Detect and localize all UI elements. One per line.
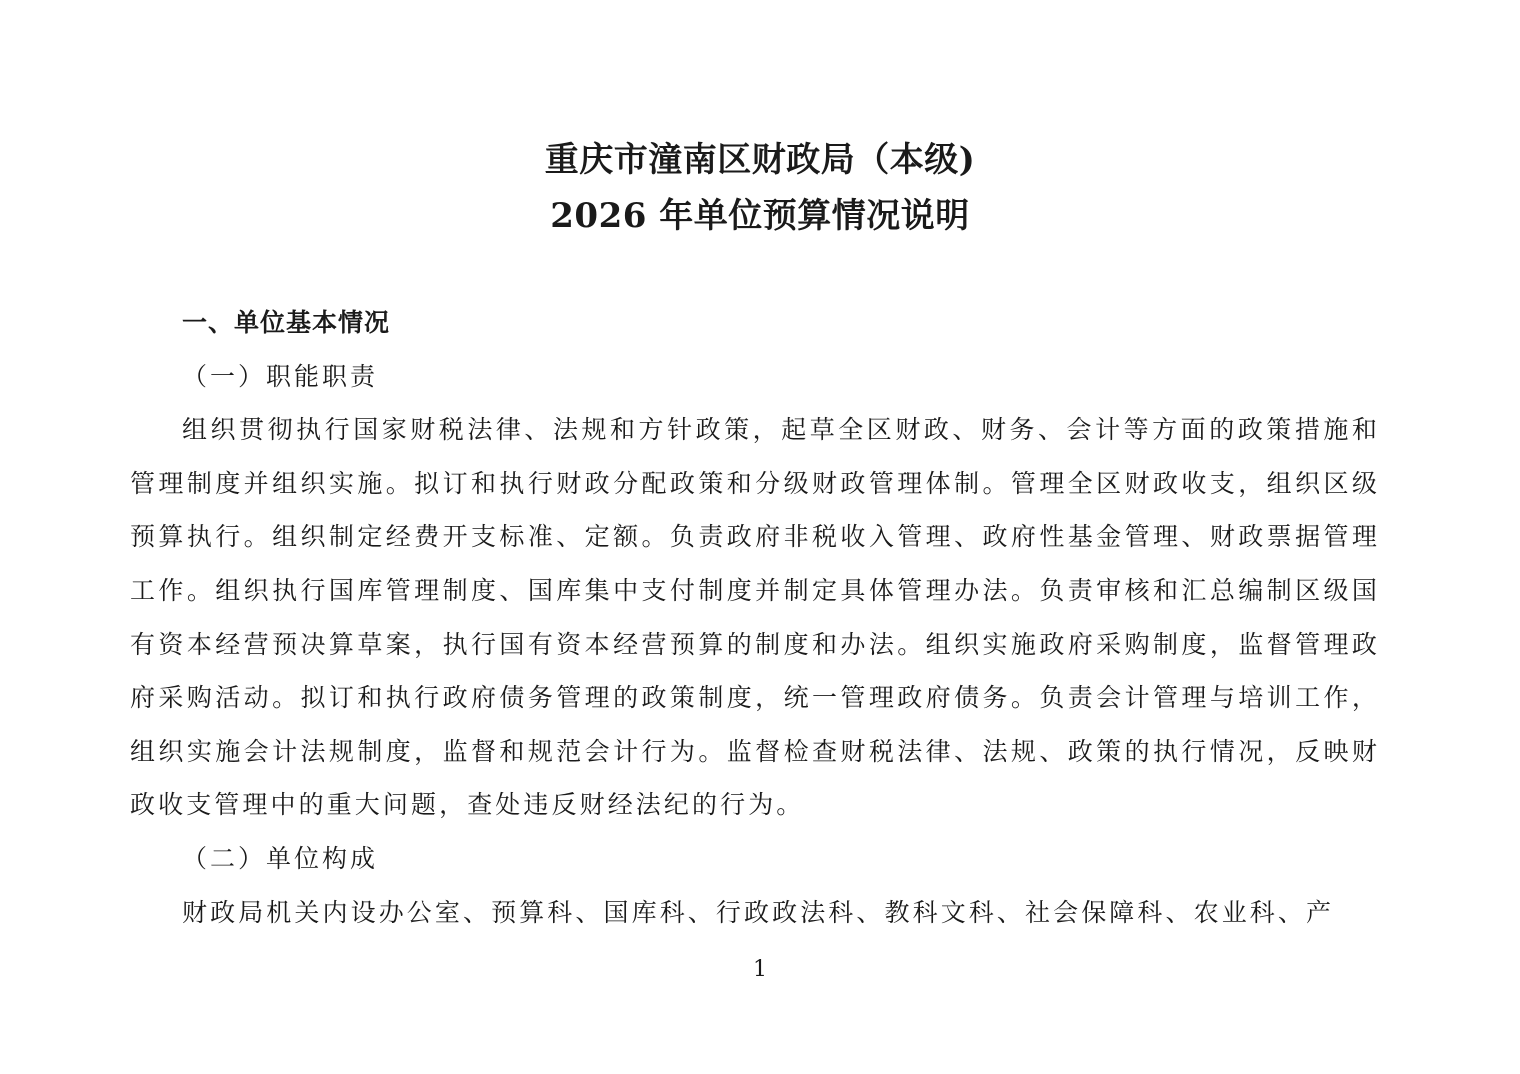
composition-paragraph: 财政局机关内设办公室、预算科、国库科、行政政法科、教科文科、社会保障科、农业科、产 [182, 897, 1335, 927]
subsection-heading-composition: （二）单位构成 [182, 843, 379, 873]
document-title [0, 132, 1520, 244]
document-body [130, 296, 1380, 939]
section-heading-basic-info: 一、单位基本情况 [182, 308, 391, 337]
subsection-heading-functions: （一）职能职责 [182, 361, 379, 391]
page-number: 1 [753, 957, 767, 982]
title-line-2: 2026 年单位预算情况说明 [550, 196, 970, 236]
title-line-1: 重庆市潼南区财政局（本级) [544, 140, 976, 180]
functions-paragraph: 组织贯彻执行国家财税法律、法规和方针政策，起草全区财政、财务、会计等方面的政策措施和管理制度并组织实施。拟订和执行财政分配政策和分级财政管理体制。管理全区财政收支，组织区级预算执行。组织制定经费开支标准、定额。负责政府非税收入管理、政府性基金管理、财政票据管理工作。组织执行国库管理制度、国库集中支付制度并制定具体管理办法。负责审核和汇总编制区级国有资本经营预决算草案，执行国有资本经营预算的制度和办法。组织实施政府采购制度，监督管理政府采购活动。拟订和执行政府债务管理的政策制度，统一管理政府债务。负责会计管理与培训工作，组织实施会计法规制度，监督和规范会计行为。监督检查财税法律、法规、政策的执行情况，反映财政收支管理中的重大问题，查处违反财经法纪的行为。 [130, 415, 1380, 820]
